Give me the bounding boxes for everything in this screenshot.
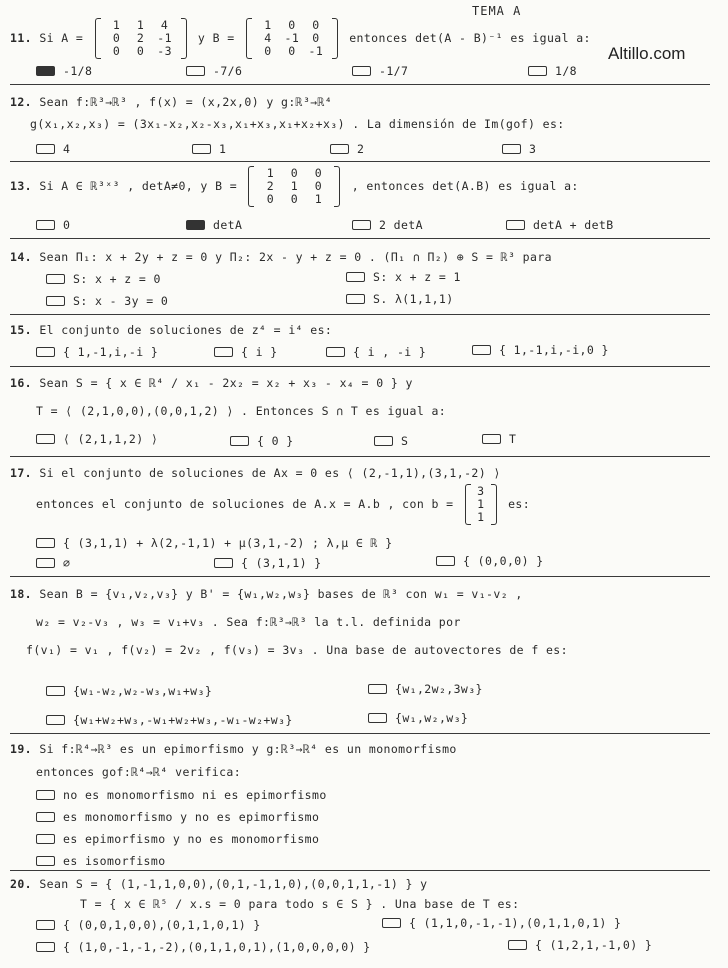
checkbox[interactable]: [230, 436, 249, 446]
option-label: { 1,-1,i,-i,0 }: [499, 343, 609, 357]
checkbox[interactable]: [36, 538, 55, 548]
q17-text-line2: entonces el conjunto de soluciones de A.x = A.b , con b =: [36, 497, 454, 511]
option-label: {w₁-w₂,w₂-w₃,w₁+w₃}: [73, 684, 213, 698]
option-label: 2: [357, 142, 365, 156]
matrix-cell: 0: [112, 44, 121, 58]
divider: [10, 314, 710, 315]
q17-statement-line2: [36, 484, 530, 525]
option-label: ∅: [63, 556, 71, 570]
q19-statement-line2: entonces gof:ℝ⁴→ℝ⁴ verifica:: [36, 765, 242, 779]
option-label: S: x - 3y = 0: [73, 294, 169, 308]
option-label: es monomorfismo y no es epimorfismo: [63, 810, 320, 824]
matrix-cell: 4: [264, 31, 272, 45]
checkbox[interactable]: [506, 220, 525, 230]
checkbox[interactable]: [36, 856, 55, 866]
matrix-cell: 0: [312, 31, 320, 45]
checkbox[interactable]: [46, 686, 65, 696]
q20-text: Sean S = { (1,-1,1,0,0),(0,1,-1,1,0),(0,0,1,1,-1) } y: [39, 877, 428, 891]
q17-vector-b: [465, 484, 497, 525]
q20-option-a[interactable]: [36, 918, 261, 932]
q12-option-d[interactable]: [502, 142, 536, 156]
option-label: 1: [219, 142, 227, 156]
option-label: 4: [63, 142, 71, 156]
q13-matrix-b: [248, 166, 340, 207]
q19-number: 19.: [10, 742, 32, 756]
option-label: { (0,0,0) }: [463, 554, 544, 568]
q16-statement-line2: T = ⟨ (2,1,0,0),(0,0,1,2) ⟩ . Entonces S ∩ T es igual a:: [36, 404, 447, 418]
q19-option-a[interactable]: [36, 788, 327, 802]
q12-option-c[interactable]: [330, 142, 364, 156]
q15-option-c[interactable]: [326, 345, 426, 359]
q17-text-post: es:: [508, 497, 531, 511]
checkbox[interactable]: [346, 294, 365, 304]
option-label: 1/8: [555, 64, 577, 78]
q13-text-post: , entonces det(A.B) es igual a:: [351, 179, 579, 193]
q15-number: 15.: [10, 323, 32, 337]
q16-option-a[interactable]: [36, 432, 158, 446]
matrix-cell: 0: [312, 18, 320, 32]
matrix-cell: -1: [284, 31, 300, 45]
q11-text-pre: Si A =: [39, 31, 84, 45]
matrix-cell: 0: [314, 179, 323, 193]
divider: [10, 576, 710, 577]
checkbox-marked[interactable]: [36, 66, 55, 76]
divider: [10, 84, 710, 85]
matrix-cell: 0: [290, 192, 299, 206]
q20-statement-line2: T = { x ∈ ℝ⁵ / x.s = 0 para todo s ∈ S } . Una base de T es:: [80, 897, 520, 911]
q17-option-c[interactable]: [214, 556, 322, 570]
q17-option-d[interactable]: [436, 554, 544, 568]
option-label: {w₁,w₂,w₃}: [395, 711, 469, 725]
option-label: { i , -i }: [353, 345, 427, 359]
checkbox[interactable]: [326, 347, 345, 357]
vector-cell: 1: [477, 510, 485, 524]
q18-text: Sean B = {v₁,v₂,v₃} y B' = {w₁,w₂,w₃} bases de ℝ³ con w₁ = v₁-v₂ ,: [39, 587, 523, 601]
checkbox[interactable]: [508, 940, 527, 950]
matrix-cell: 1: [136, 18, 145, 32]
q20-option-c[interactable]: [36, 940, 371, 954]
checkbox[interactable]: [346, 272, 365, 282]
q19-option-b[interactable]: [36, 810, 319, 824]
q11-matrix-a: [95, 18, 187, 59]
q17-statement-line1: [10, 466, 501, 480]
option-label: S: [401, 434, 409, 448]
matrix-cell: -1: [308, 44, 324, 58]
checkbox[interactable]: [36, 347, 55, 357]
q12-text: Sean f:ℝ³→ℝ³ , f(x) = (x,2x,0) y g:ℝ³→ℝ⁴: [39, 95, 333, 109]
matrix-cell: 1: [112, 18, 121, 32]
q11-text-mid: y B =: [197, 31, 235, 45]
q17-option-b[interactable]: [36, 556, 70, 570]
q18-statement-line3: f(v₁) = v₁ , f(v₂) = 2v₂ , f(v₃) = 3v₃ . Una base de autovectores de f es:: [26, 643, 568, 657]
option-label: detA + detB: [533, 218, 614, 232]
q18-option-a[interactable]: [46, 684, 212, 698]
q12-statement-line2: g(x₁,x₂,x₃) = (3x₁-x₂,x₂-x₃,x₁+x₃,x₁+x₂+x₃) . La dimensión de Im(gof) es:: [30, 117, 565, 131]
matrix-cell: 0: [290, 166, 299, 180]
q13-option-d[interactable]: [506, 218, 614, 232]
q19-option-d[interactable]: [36, 854, 166, 868]
q11-option-b[interactable]: [186, 64, 242, 78]
checkbox[interactable]: [382, 918, 401, 928]
q16-option-d[interactable]: [482, 432, 516, 446]
divider: [10, 733, 710, 734]
matrix-cell: 1: [314, 192, 323, 206]
q17-number: 17.: [10, 466, 32, 480]
checkbox[interactable]: [502, 144, 521, 154]
q11-statement: [10, 18, 591, 59]
matrix-cell: 0: [136, 44, 145, 58]
option-label: -1/8: [63, 64, 93, 78]
matrix-cell: 0: [264, 44, 272, 58]
divider: [10, 161, 710, 162]
q15-statement: [10, 323, 332, 337]
q12-option-a[interactable]: [36, 142, 70, 156]
option-label: { (3,1,1) }: [241, 556, 322, 570]
matrix-cell: 2: [136, 31, 145, 45]
q19-text: Si f:ℝ⁴→ℝ³ es un epimorfismo y g:ℝ³→ℝ⁴ es un monomorfismo: [39, 742, 457, 756]
checkbox[interactable]: [36, 144, 55, 154]
q13-option-b[interactable]: [186, 218, 242, 232]
checkbox[interactable]: [214, 347, 233, 357]
checkbox[interactable]: [46, 274, 65, 284]
q12-statement-line1: [10, 95, 332, 109]
q20-number: 20.: [10, 877, 32, 891]
q14-text: Sean Π₁: x + 2y + z = 0 y Π₂: 2x - y + z = 0 . (Π₁ ∩ Π₂) ⊕ S = ℝ³ para: [39, 250, 552, 264]
checkbox[interactable]: [36, 920, 55, 930]
q16-number: 16.: [10, 376, 32, 390]
option-label: 0: [63, 218, 71, 232]
q18-option-d[interactable]: [368, 711, 468, 725]
option-label: { (1,2,1,-1,0) }: [535, 938, 653, 952]
q11-option-a[interactable]: [36, 64, 92, 78]
checkbox[interactable]: [482, 434, 501, 444]
option-label: { (1,1,0,-1,-1),(0,1,1,0,1) }: [409, 916, 622, 930]
q14-option-c[interactable]: [46, 294, 168, 308]
q19-statement-line1: [10, 742, 457, 756]
q15-option-a[interactable]: [36, 345, 158, 359]
matrix-row: [105, 45, 177, 58]
option-label: 2 detA: [379, 218, 423, 232]
option-label: T: [509, 432, 517, 446]
q12-number: 12.: [10, 95, 32, 109]
checkbox[interactable]: [36, 812, 55, 822]
q18-option-b[interactable]: [368, 682, 483, 696]
option-label: es epimorfismo y no es monomorfismo: [63, 832, 320, 846]
q11-option-d[interactable]: [528, 64, 577, 78]
checkbox-marked[interactable]: [186, 220, 205, 230]
q13-text-pre: Si A ∈ ℝ³ˣ³ , detA≠0, y B =: [39, 179, 238, 193]
q16-text: Sean S = { x ∈ ℝ⁴ / x₁ - 2x₂ = x₂ + x₃ - x₄ = 0 } y: [39, 376, 413, 390]
q18-statement-line1: [10, 587, 523, 601]
option-label: S. λ(1,1,1): [373, 292, 454, 306]
matrix-cell: -1: [157, 31, 172, 45]
vector-cell: 1: [477, 497, 485, 511]
q11-text-post: entonces det(A - B)⁻¹ es igual a:: [349, 31, 591, 45]
option-label: { (0,0,1,0,0),(0,1,1,0,1) }: [63, 918, 261, 932]
option-label: detA: [213, 218, 243, 232]
divider: [10, 456, 710, 457]
matrix-cell: 0: [314, 166, 323, 180]
matrix-row: [258, 193, 330, 206]
option-label: -1/7: [379, 64, 409, 78]
matrix-cell: 1: [264, 18, 272, 32]
matrix-cell: -3: [157, 44, 172, 58]
option-label: 3: [529, 142, 537, 156]
checkbox[interactable]: [36, 834, 55, 844]
checkbox[interactable]: [368, 713, 387, 723]
q17-option-a[interactable]: [36, 536, 393, 550]
checkbox[interactable]: [186, 66, 205, 76]
checkbox[interactable]: [36, 434, 55, 444]
q13-statement: [10, 166, 579, 207]
q16-option-c[interactable]: [374, 434, 408, 448]
q15-text: El conjunto de soluciones de z⁴ = i⁴ es:: [39, 323, 333, 337]
matrix-cell: 4: [160, 18, 169, 32]
checkbox[interactable]: [330, 144, 349, 154]
option-label: {w₁,2w₂,3w₃}: [395, 682, 483, 696]
checkbox[interactable]: [192, 144, 211, 154]
option-label: {w₁+w₂+w₃,-w₁+w₂+w₃,-w₁-w₂+w₃}: [73, 713, 293, 727]
option-label: { (3,1,1) + λ(2,-1,1) + μ(3,1,-2) ; λ,μ ∈ ℝ }: [63, 536, 393, 550]
option-label: { 1,-1,i,-i }: [63, 345, 159, 359]
checkbox[interactable]: [436, 556, 455, 566]
q17-text: Si el conjunto de soluciones de Ax = 0 es ⟨ (2,-1,1),(3,1,-2) ⟩: [39, 466, 501, 480]
q14-statement: [10, 250, 552, 264]
option-label: S: x + z = 1: [373, 270, 461, 284]
watermark: Altillo.com: [608, 44, 686, 63]
q16-option-b[interactable]: [230, 434, 294, 448]
checkbox[interactable]: [352, 66, 371, 76]
q16-statement-line1: [10, 376, 413, 390]
q19-option-c[interactable]: [36, 832, 319, 846]
q13-option-a[interactable]: [36, 218, 70, 232]
q11-number: 11.: [10, 31, 32, 45]
checkbox[interactable]: [472, 345, 491, 355]
q20-option-d[interactable]: [508, 938, 652, 952]
q11-option-c[interactable]: [352, 64, 408, 78]
q14-option-d[interactable]: [346, 292, 454, 306]
checkbox[interactable]: [46, 296, 65, 306]
q20-statement-line1: [10, 877, 427, 891]
divider: [10, 870, 710, 871]
checkbox[interactable]: [528, 66, 547, 76]
q12-option-b[interactable]: [192, 142, 226, 156]
checkbox[interactable]: [374, 436, 393, 446]
q18-option-c[interactable]: [46, 713, 293, 727]
checkbox[interactable]: [368, 684, 387, 694]
q14-number: 14.: [10, 250, 32, 264]
q15-option-d[interactable]: [472, 343, 609, 357]
q15-option-b[interactable]: [214, 345, 278, 359]
checkbox[interactable]: [46, 715, 65, 725]
q13-number: 13.: [10, 179, 32, 193]
q20-option-b[interactable]: [382, 916, 621, 930]
matrix-cell: 1: [266, 166, 275, 180]
matrix-cell: 0: [288, 18, 296, 32]
checkbox[interactable]: [36, 220, 55, 230]
q11-matrix-b: [246, 18, 338, 59]
q13-option-c[interactable]: [352, 218, 423, 232]
vector-cell: 3: [477, 484, 485, 498]
matrix-cell: 1: [290, 179, 299, 193]
checkbox[interactable]: [36, 942, 55, 952]
matrix-row: [256, 45, 328, 58]
option-label: ⟨ (2,1,1,2) ⟩: [63, 432, 159, 446]
divider: [10, 366, 710, 367]
q14-option-b[interactable]: [346, 270, 461, 284]
checkbox[interactable]: [214, 558, 233, 568]
matrix-cell: 0: [112, 31, 121, 45]
q14-option-a[interactable]: [46, 272, 161, 286]
exam-version: TEMA A: [472, 4, 522, 18]
q18-statement-line2: w₂ = v₂-v₃ , w₃ = v₁+v₃ . Sea f:ℝ³→ℝ³ la t.l. definida por: [36, 615, 461, 629]
matrix-cell: 0: [288, 44, 296, 58]
matrix-cell: 0: [266, 192, 275, 206]
option-label: S: x + z = 0: [73, 272, 161, 286]
divider: [10, 238, 710, 239]
option-label: { i }: [241, 345, 278, 359]
q18-number: 18.: [10, 587, 32, 601]
matrix-cell: 2: [266, 179, 275, 193]
option-label: -7/6: [213, 64, 243, 78]
checkbox[interactable]: [36, 558, 55, 568]
checkbox[interactable]: [352, 220, 371, 230]
option-label: { 0 }: [257, 434, 294, 448]
option-label: no es monomorfismo ni es epimorfismo: [63, 788, 327, 802]
option-label: { (1,0,-1,-1,-2),(0,1,1,0,1),(1,0,0,0,0) }: [63, 940, 371, 954]
checkbox[interactable]: [36, 790, 55, 800]
option-label: es isomorfismo: [63, 854, 166, 868]
